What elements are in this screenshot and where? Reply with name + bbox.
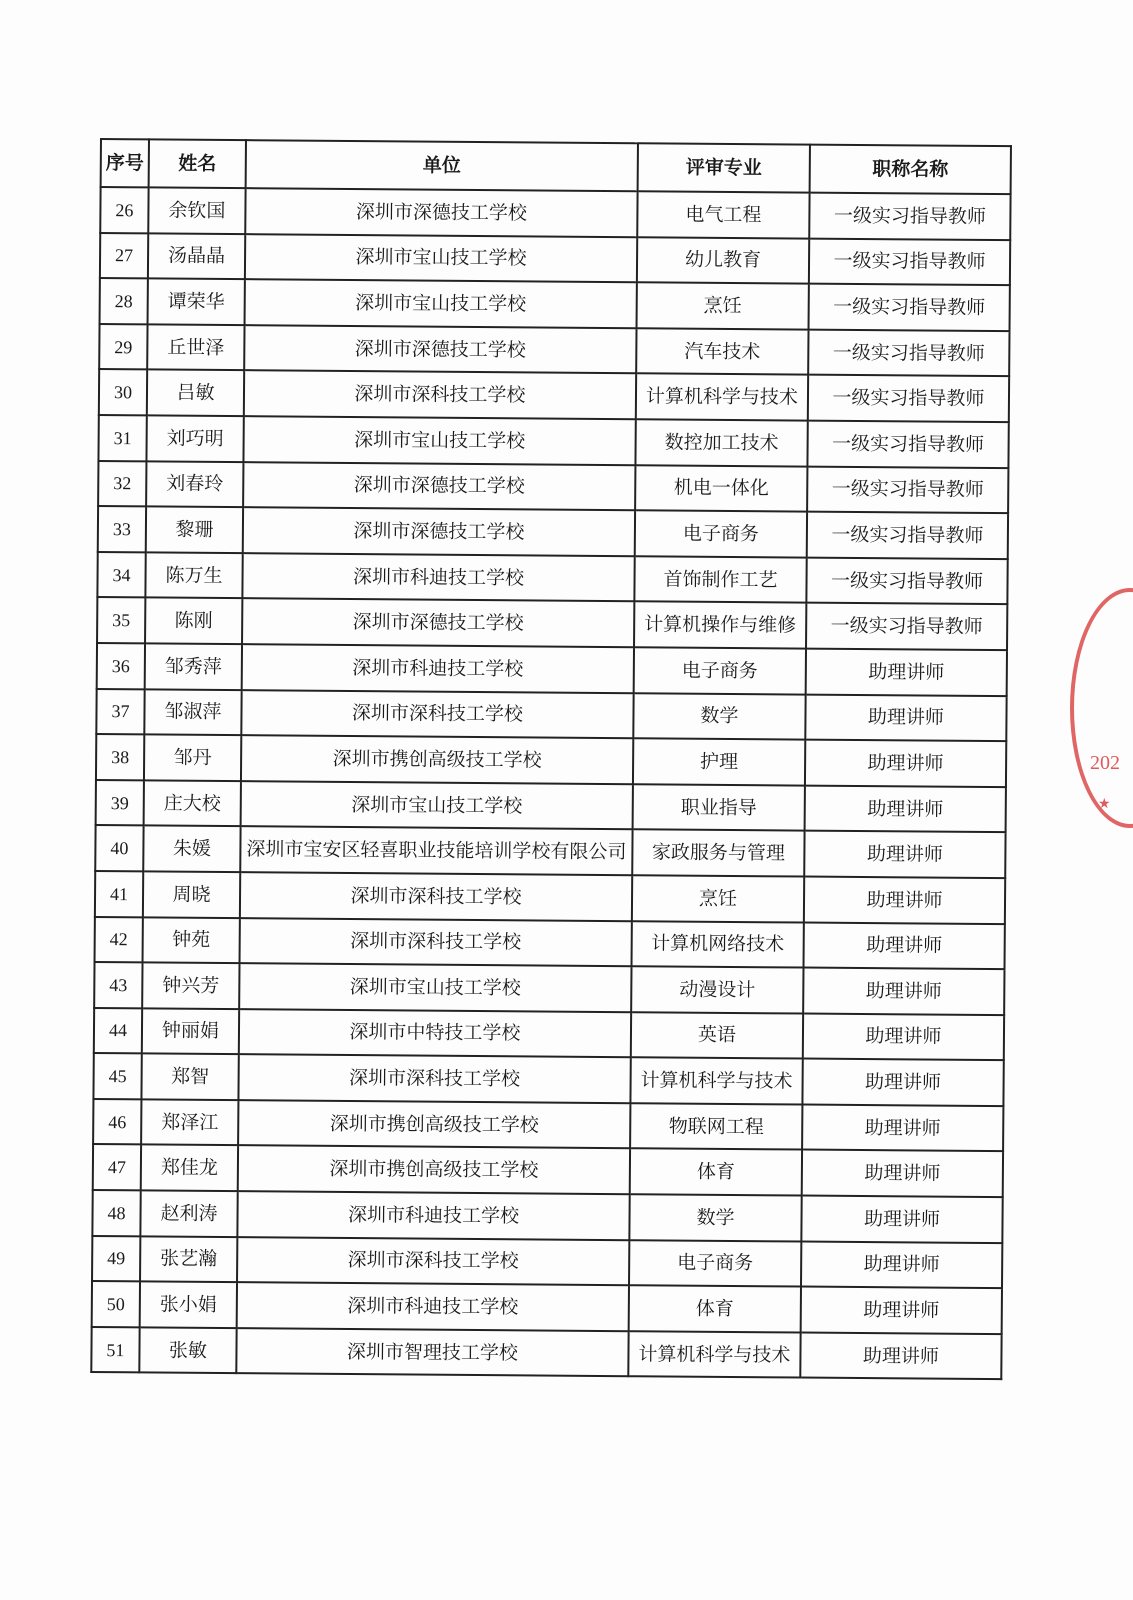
- cell-unit: 深圳市深德技工学校: [245, 188, 637, 237]
- cell-name: 郑智: [141, 1054, 238, 1100]
- cell-unit: 深圳市宝安区轻喜职业技能培训学校有限公司: [240, 826, 632, 875]
- cell-review-major: 动漫设计: [631, 966, 803, 1013]
- table-row: [91, 1327, 1001, 1380]
- cell-title-name: 助理讲师: [803, 968, 1004, 1015]
- table-row: [92, 1281, 1002, 1334]
- table-row: [99, 324, 1009, 377]
- cell-serial-number: 41: [95, 871, 143, 917]
- table-row: [95, 825, 1005, 878]
- cell-unit: 深圳市科迪技工学校: [242, 644, 634, 693]
- cell-serial-number: 32: [98, 461, 146, 507]
- cell-review-major: 计算机科学与技术: [630, 1057, 802, 1104]
- cell-title-name: 一级实习指导教师: [806, 557, 1007, 604]
- cell-review-major: 计算机科学与技术: [636, 374, 808, 421]
- table-row: [96, 689, 1006, 742]
- cell-unit: 深圳市携创高级技工学校: [241, 735, 633, 784]
- cell-title-name: 助理讲师: [805, 740, 1006, 787]
- cell-title-name: 助理讲师: [805, 785, 1006, 832]
- cell-unit: 深圳市宝山技工学校: [239, 963, 631, 1012]
- cell-review-major: 计算机网络技术: [632, 921, 804, 968]
- header-unit: 单位: [246, 140, 638, 191]
- cell-unit: 深圳市科迪技工学校: [237, 1191, 629, 1240]
- cell-review-major: 首饰制作工艺: [634, 556, 806, 603]
- cell-name: 庄大校: [144, 780, 241, 826]
- table-row: [93, 1053, 1003, 1106]
- cell-serial-number: 42: [95, 916, 143, 962]
- table-row: [94, 962, 1004, 1015]
- cell-name: 余钦国: [148, 187, 245, 233]
- cell-title-name: 助理讲师: [803, 1013, 1004, 1060]
- cell-unit: 深圳市宝山技工学校: [245, 279, 637, 328]
- cell-name: 朱媛: [143, 826, 240, 872]
- cell-title-name: 助理讲师: [801, 1196, 1002, 1243]
- cell-serial-number: 50: [92, 1281, 140, 1327]
- cell-review-major: 体育: [630, 1149, 802, 1196]
- seal-year-text: 202: [1090, 752, 1120, 774]
- cell-review-major: 电子商务: [634, 647, 806, 694]
- cell-title-name: 助理讲师: [801, 1287, 1002, 1334]
- cell-review-major: 物联网工程: [630, 1103, 802, 1150]
- cell-review-major: 计算机操作与维修: [634, 602, 806, 649]
- cell-review-major: 烹饪: [637, 282, 809, 329]
- official-seal-fragment: [1070, 588, 1133, 828]
- cell-name: 丘世泽: [147, 324, 244, 370]
- cell-title-name: 一级实习指导教师: [809, 238, 1010, 285]
- cell-name: 张小娟: [140, 1282, 237, 1328]
- cell-serial-number: 33: [98, 506, 146, 552]
- cell-serial-number: 46: [93, 1099, 141, 1145]
- cell-serial-number: 29: [99, 324, 147, 370]
- table-row: [97, 552, 1007, 605]
- cell-serial-number: 27: [100, 233, 148, 279]
- cell-unit: 深圳市宝山技工学校: [243, 416, 635, 465]
- cell-review-major: 电气工程: [637, 191, 809, 238]
- seal-star-icon: ★: [1098, 797, 1111, 812]
- cell-review-major: 电子商务: [629, 1240, 801, 1287]
- cell-serial-number: 34: [97, 552, 145, 598]
- cell-title-name: 助理讲师: [802, 1059, 1003, 1106]
- cell-serial-number: 43: [94, 962, 142, 1008]
- cell-serial-number: 31: [98, 415, 146, 461]
- cell-review-major: 体育: [629, 1285, 801, 1332]
- table-row: [93, 1144, 1003, 1197]
- table-row: [97, 597, 1007, 650]
- cell-title-name: 一级实习指导教师: [807, 466, 1008, 513]
- cell-name: 陈刚: [145, 598, 242, 644]
- cell-unit: 深圳市深德技工学校: [243, 462, 635, 511]
- cell-review-major: 电子商务: [635, 510, 807, 557]
- cell-unit: 深圳市深德技工学校: [242, 598, 634, 647]
- cell-review-major: 幼儿教育: [637, 237, 809, 284]
- cell-unit: 深圳市携创高级技工学校: [238, 1100, 630, 1149]
- cell-name: 黎珊: [146, 507, 243, 553]
- cell-unit: 深圳市科迪技工学校: [237, 1282, 629, 1331]
- header-review-major: 评审专业: [638, 143, 810, 192]
- cell-serial-number: 37: [96, 689, 144, 735]
- cell-name: 郑佳龙: [141, 1145, 238, 1191]
- cell-name: 吕敏: [147, 370, 244, 416]
- cell-review-major: 计算机科学与技术: [628, 1331, 800, 1378]
- cell-name: 邹淑萍: [144, 689, 241, 735]
- table-row: [95, 871, 1005, 924]
- cell-unit: 深圳市深科技工学校: [244, 371, 636, 420]
- table-row: [96, 734, 1006, 787]
- cell-unit: 深圳市中特技工学校: [239, 1009, 631, 1058]
- table-row: [100, 187, 1010, 240]
- cell-title-name: 一级实习指导教师: [807, 512, 1008, 559]
- cell-name: 刘巧明: [146, 415, 243, 461]
- cell-serial-number: 49: [92, 1236, 140, 1282]
- table-row: [96, 780, 1006, 833]
- cell-unit: 深圳市深科技工学校: [238, 1054, 630, 1103]
- cell-unit: 深圳市深德技工学校: [243, 507, 635, 556]
- table-row: [95, 916, 1005, 969]
- cell-name: 赵利涛: [140, 1190, 237, 1236]
- table-row: [98, 415, 1008, 468]
- cell-serial-number: 35: [97, 597, 145, 643]
- cell-title-name: 助理讲师: [804, 876, 1005, 923]
- cell-serial-number: 45: [93, 1053, 141, 1099]
- cell-serial-number: 44: [94, 1008, 142, 1054]
- cell-unit: 深圳市携创高级技工学校: [238, 1146, 630, 1195]
- cell-serial-number: 30: [99, 369, 147, 415]
- cell-serial-number: 47: [93, 1144, 141, 1190]
- cell-review-major: 数学: [629, 1194, 801, 1241]
- cell-serial-number: 26: [100, 187, 148, 233]
- table-body: [91, 187, 1010, 1380]
- cell-title-name: 一级实习指导教师: [808, 329, 1009, 376]
- header-name: 姓名: [149, 139, 246, 188]
- cell-name: 陈万生: [145, 552, 242, 598]
- cell-name: 钟苑: [143, 917, 240, 963]
- cell-review-major: 职业指导: [633, 784, 805, 831]
- cell-review-major: 汽车技术: [636, 328, 808, 375]
- cell-serial-number: 48: [92, 1190, 140, 1236]
- cell-serial-number: 51: [91, 1327, 139, 1373]
- cell-title-name: 助理讲师: [806, 648, 1007, 695]
- cell-title-name: 助理讲师: [801, 1241, 1002, 1288]
- cell-title-name: 一级实习指导教师: [807, 421, 1008, 468]
- cell-unit: 深圳市深科技工学校: [240, 872, 632, 921]
- cell-title-name: 助理讲师: [804, 831, 1005, 878]
- table-row: [100, 233, 1010, 286]
- table-row: [99, 369, 1009, 422]
- cell-review-major: 英语: [631, 1012, 803, 1059]
- table-row: [100, 278, 1010, 331]
- cell-title-name: 助理讲师: [802, 1104, 1003, 1151]
- cell-name: 周晓: [143, 871, 240, 917]
- table-row: [92, 1236, 1002, 1289]
- cell-title-name: 助理讲师: [804, 922, 1005, 969]
- table-header-row: [101, 139, 1011, 194]
- cell-name: 汤晶晶: [148, 233, 245, 279]
- cell-title-name: 助理讲师: [802, 1150, 1003, 1197]
- cell-name: 钟兴芳: [142, 962, 239, 1008]
- cell-unit: 深圳市深科技工学校: [241, 690, 633, 739]
- cell-name: 邹丹: [144, 734, 241, 780]
- header-title-name: 职称名称: [810, 145, 1011, 195]
- cell-title-name: 一级实习指导教师: [806, 603, 1007, 650]
- cell-name: 钟丽娟: [142, 1008, 239, 1054]
- cell-name: 张敏: [139, 1327, 236, 1373]
- table-row: [94, 1008, 1004, 1061]
- cell-unit: 深圳市深科技工学校: [237, 1237, 629, 1286]
- cell-serial-number: 40: [95, 825, 143, 871]
- cell-title-name: 一级实习指导教师: [809, 284, 1010, 331]
- cell-name: 邹秀萍: [145, 643, 242, 689]
- personnel-table: [90, 138, 1012, 1381]
- table-row: [93, 1099, 1003, 1152]
- table-row: [98, 506, 1008, 559]
- cell-unit: 深圳市宝山技工学校: [245, 234, 637, 283]
- cell-serial-number: 36: [97, 643, 145, 689]
- header-serial-number: 序号: [101, 139, 149, 187]
- cell-review-major: 机电一体化: [635, 465, 807, 512]
- cell-name: 刘春玲: [146, 461, 243, 507]
- cell-serial-number: 38: [96, 734, 144, 780]
- cell-unit: 深圳市深科技工学校: [240, 918, 632, 967]
- cell-unit: 深圳市深德技工学校: [244, 325, 636, 374]
- table-row: [98, 461, 1008, 514]
- cell-review-major: 家政服务与管理: [632, 830, 804, 877]
- cell-unit: 深圳市科迪技工学校: [242, 553, 634, 602]
- cell-unit: 深圳市智理技工学校: [236, 1328, 628, 1377]
- cell-name: 郑泽江: [141, 1099, 238, 1145]
- table-row: [97, 643, 1007, 696]
- cell-review-major: 护理: [633, 738, 805, 785]
- cell-name: 谭荣华: [148, 279, 245, 325]
- cell-title-name: 一级实习指导教师: [808, 375, 1009, 422]
- cell-title-name: 助理讲师: [800, 1332, 1001, 1379]
- cell-review-major: 烹饪: [632, 875, 804, 922]
- cell-review-major: 数学: [633, 693, 805, 740]
- cell-unit: 深圳市宝山技工学校: [241, 781, 633, 830]
- cell-name: 张艺瀚: [140, 1236, 237, 1282]
- cell-serial-number: 39: [96, 780, 144, 826]
- cell-serial-number: 28: [100, 278, 148, 324]
- cell-title-name: 助理讲师: [805, 694, 1006, 741]
- table-row: [92, 1190, 1002, 1243]
- cell-title-name: 一级实习指导教师: [809, 193, 1010, 240]
- cell-review-major: 数控加工技术: [635, 419, 807, 466]
